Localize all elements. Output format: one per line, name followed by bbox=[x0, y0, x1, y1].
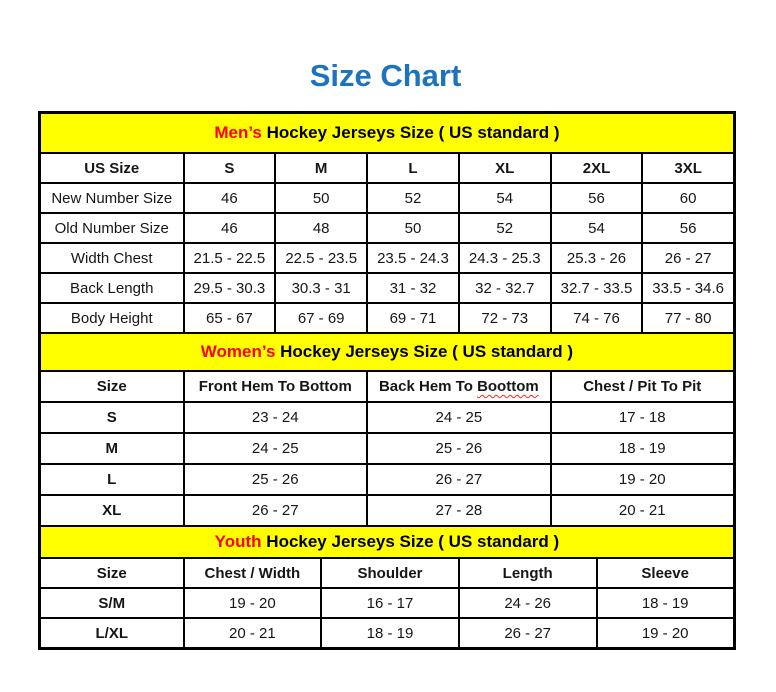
table-cell: 26 - 27 bbox=[459, 618, 597, 649]
mens-data-row-new-number bbox=[40, 183, 735, 213]
column-header-3xl: 3XL bbox=[642, 153, 734, 183]
row-label: Width Chest bbox=[40, 243, 184, 273]
page-title: Size Chart bbox=[309, 58, 462, 93]
table-cell: 24 - 25 bbox=[367, 402, 551, 433]
table-cell: 32.7 - 33.5 bbox=[551, 273, 643, 303]
table-cell: 33.5 - 34.6 bbox=[642, 273, 734, 303]
table-cell: 21.5 - 22.5 bbox=[184, 243, 276, 273]
table-cell: 25 - 26 bbox=[367, 433, 551, 464]
row-label: Body Height bbox=[40, 303, 184, 333]
table-cell: 18 - 19 bbox=[321, 618, 459, 649]
table-cell: 54 bbox=[551, 213, 643, 243]
row-label: L/XL bbox=[40, 618, 184, 649]
table-cell: 17 - 18 bbox=[551, 402, 735, 433]
table-cell: 54 bbox=[459, 183, 551, 213]
table-cell: 26 - 27 bbox=[642, 243, 734, 273]
mens-section-band bbox=[40, 113, 735, 154]
row-label: S/M bbox=[40, 588, 184, 618]
table-cell: 56 bbox=[551, 183, 643, 213]
column-header-chest-pit: Chest / Pit To Pit bbox=[551, 371, 735, 402]
table-cell: 24 - 25 bbox=[184, 433, 368, 464]
row-label: L bbox=[40, 464, 184, 495]
mens-title-rest: Hockey Jerseys Size ( US standard ) bbox=[261, 123, 560, 142]
column-header-xl: XL bbox=[459, 153, 551, 183]
column-header-l: L bbox=[367, 153, 459, 183]
table-cell: 19 - 20 bbox=[184, 588, 322, 618]
table-cell: 77 - 80 bbox=[642, 303, 734, 333]
mens-section-title bbox=[40, 113, 735, 154]
mens-header-row bbox=[40, 153, 735, 183]
table-cell: 56 bbox=[642, 213, 734, 243]
table-cell: 26 - 27 bbox=[367, 464, 551, 495]
table-cell: 72 - 73 bbox=[459, 303, 551, 333]
column-header-front-hem: Front Hem To Bottom bbox=[184, 371, 368, 402]
table-cell: 60 bbox=[642, 183, 734, 213]
womens-data-row-xl bbox=[40, 495, 735, 526]
row-label: M bbox=[40, 433, 184, 464]
womens-header-row bbox=[40, 371, 735, 402]
table-cell: 69 - 71 bbox=[367, 303, 459, 333]
row-label: Back Length bbox=[40, 273, 184, 303]
youth-section-title bbox=[40, 526, 735, 558]
row-label: XL bbox=[40, 495, 184, 526]
back-hem-prefix: Back Hem To bbox=[378, 378, 478, 395]
womens-data-row-m bbox=[40, 433, 735, 464]
youth-header-row bbox=[40, 558, 735, 588]
womens-title-rest: Hockey Jerseys Size ( US standard ) bbox=[275, 342, 574, 361]
table-cell: 65 - 67 bbox=[184, 303, 276, 333]
table-cell: 20 - 21 bbox=[551, 495, 735, 526]
table-cell: 27 - 28 bbox=[367, 495, 551, 526]
column-header-back-hem bbox=[367, 371, 551, 402]
table-cell: 23.5 - 24.3 bbox=[367, 243, 459, 273]
column-header-size: Size bbox=[40, 371, 184, 402]
column-header-2xl: 2XL bbox=[551, 153, 643, 183]
mens-data-row-width-chest bbox=[40, 243, 735, 273]
youth-data-row-lxl bbox=[40, 618, 735, 649]
table-cell: 52 bbox=[459, 213, 551, 243]
youth-data-row-sm bbox=[40, 588, 735, 618]
table-cell: 52 bbox=[367, 183, 459, 213]
column-header-shoulder: Shoulder bbox=[321, 558, 459, 588]
table-cell: 18 - 19 bbox=[597, 588, 735, 618]
mens-data-row-old-number bbox=[40, 213, 735, 243]
table-cell: 16 - 17 bbox=[321, 588, 459, 618]
table-cell: 22.5 - 23.5 bbox=[275, 243, 367, 273]
column-header-us-size: US Size bbox=[40, 153, 184, 183]
row-label: New Number Size bbox=[40, 183, 184, 213]
mens-data-row-body-height bbox=[40, 303, 735, 333]
youth-title-rest: Hockey Jerseys Size ( US standard ) bbox=[261, 532, 560, 551]
table-cell: 18 - 19 bbox=[551, 433, 735, 464]
column-header-length: Length bbox=[459, 558, 597, 588]
table-cell: 26 - 27 bbox=[184, 495, 368, 526]
row-label: S bbox=[40, 402, 184, 433]
table-cell: 31 - 32 bbox=[367, 273, 459, 303]
womens-section-band bbox=[40, 333, 735, 371]
youth-section-band bbox=[40, 526, 735, 558]
table-cell: 50 bbox=[275, 183, 367, 213]
mens-accent-word: Men’s bbox=[214, 123, 262, 142]
youth-accent-word: Youth bbox=[214, 532, 262, 551]
column-header-sleeve: Sleeve bbox=[597, 558, 735, 588]
column-header-s: S bbox=[184, 153, 276, 183]
size-chart-table bbox=[38, 111, 736, 650]
table-cell: 50 bbox=[367, 213, 459, 243]
table-cell: 24 - 26 bbox=[459, 588, 597, 618]
table-cell: 46 bbox=[184, 183, 276, 213]
misspelled-word: Boottom bbox=[477, 378, 539, 395]
column-header-size: Size bbox=[40, 558, 184, 588]
table-cell: 30.3 - 31 bbox=[275, 273, 367, 303]
table-cell: 48 bbox=[275, 213, 367, 243]
womens-data-row-s bbox=[40, 402, 735, 433]
table-cell: 20 - 21 bbox=[184, 618, 322, 649]
womens-accent-word: Women’s bbox=[200, 342, 276, 361]
table-cell: 23 - 24 bbox=[184, 402, 368, 433]
table-cell: 19 - 20 bbox=[597, 618, 735, 649]
table-cell: 46 bbox=[184, 213, 276, 243]
table-cell: 25 - 26 bbox=[184, 464, 368, 495]
table-cell: 67 - 69 bbox=[275, 303, 367, 333]
row-label: Old Number Size bbox=[40, 213, 184, 243]
table-cell: 74 - 76 bbox=[551, 303, 643, 333]
table-cell: 19 - 20 bbox=[551, 464, 735, 495]
womens-section-title bbox=[40, 333, 735, 371]
column-header-m: M bbox=[275, 153, 367, 183]
table-cell: 24.3 - 25.3 bbox=[459, 243, 551, 273]
table-cell: 29.5 - 30.3 bbox=[184, 273, 276, 303]
column-header-chest-width: Chest / Width bbox=[184, 558, 322, 588]
womens-data-row-l bbox=[40, 464, 735, 495]
table-cell: 32 - 32.7 bbox=[459, 273, 551, 303]
mens-data-row-back-length bbox=[40, 273, 735, 303]
table-cell: 25.3 - 26 bbox=[551, 243, 643, 273]
